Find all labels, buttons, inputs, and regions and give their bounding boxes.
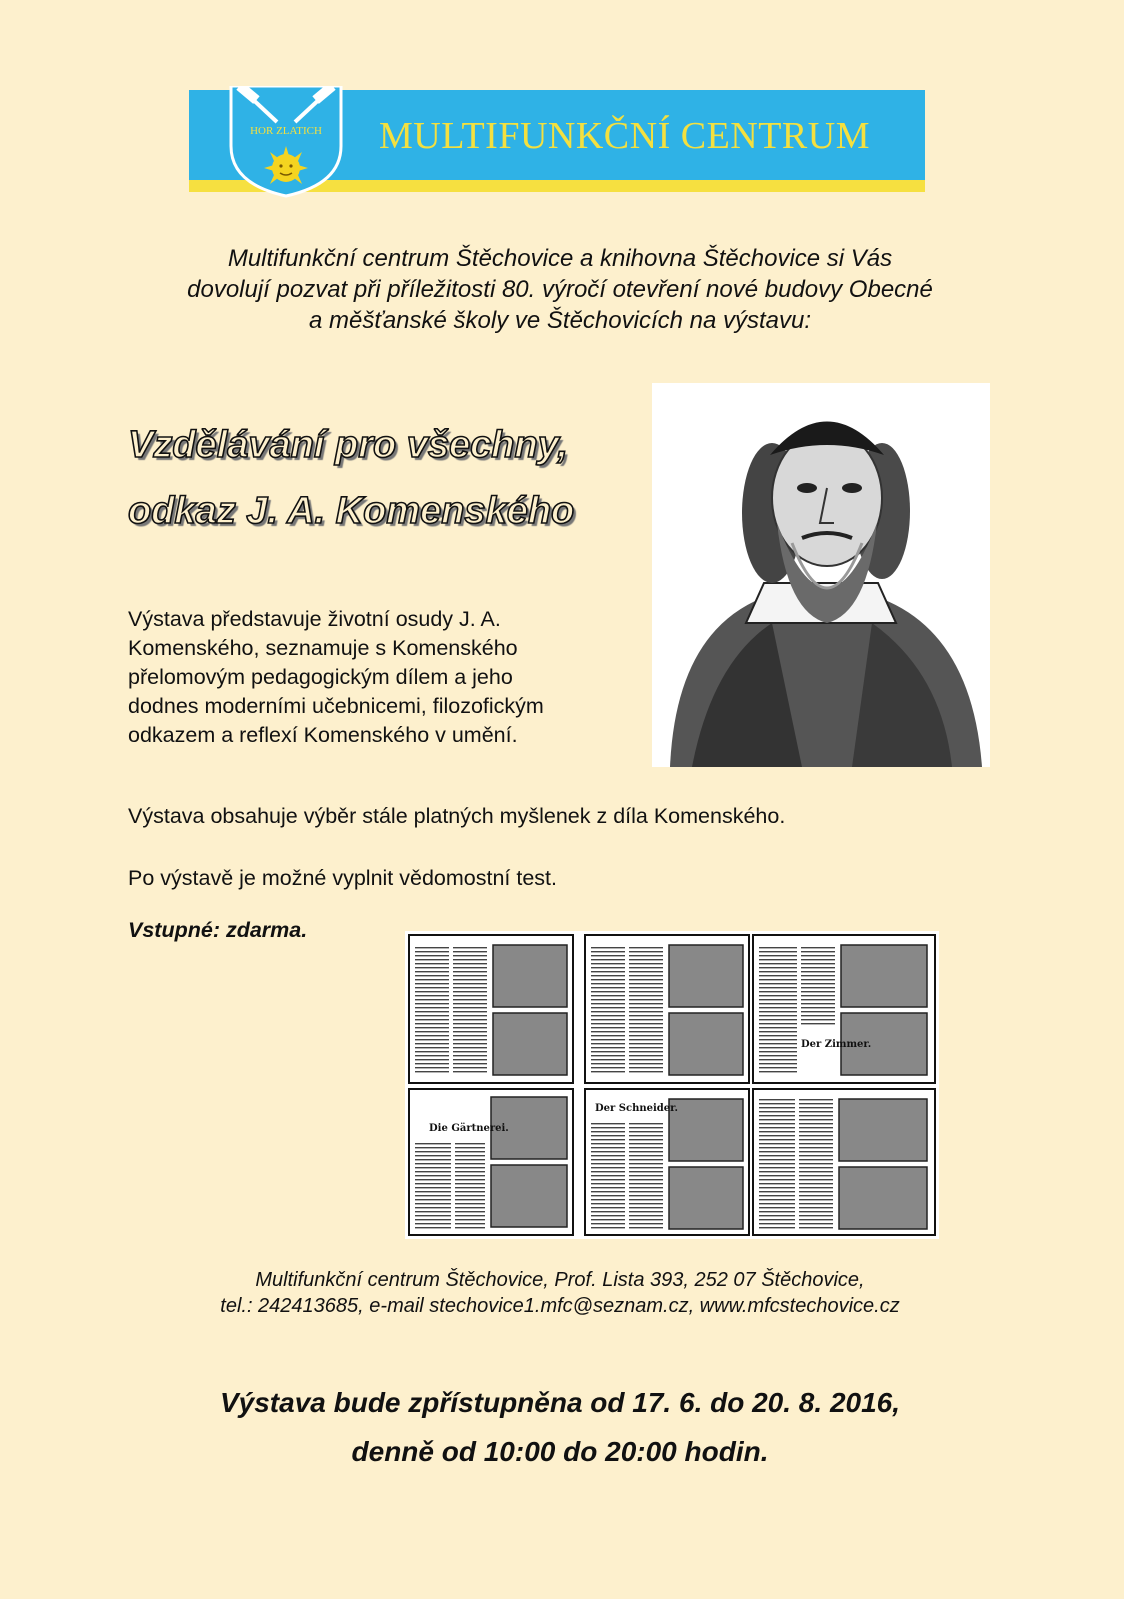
paragraph-line: dodnes moderními učebnicemi, filozofickým bbox=[128, 694, 544, 718]
page-heading: Der Zimmer. bbox=[801, 1039, 872, 1050]
exhibition-title bbox=[128, 412, 648, 544]
page-heading: Der Schneider. bbox=[595, 1103, 678, 1114]
paragraph-line: Komenského, seznamuje s Komenského bbox=[128, 636, 518, 660]
paragraph-line: přelomovým pedagogickým dílem a jeho bbox=[128, 665, 513, 689]
book-pages-image bbox=[405, 931, 939, 1239]
test-paragraph: Po výstavě je možné vyplnit vědomostní test. bbox=[128, 866, 558, 890]
town-logo bbox=[227, 86, 345, 198]
komensky-portrait bbox=[652, 383, 990, 767]
contact-info bbox=[150, 1267, 970, 1319]
contact-line: Multifunkční centrum Štěchovice, Prof. Lista 393, 252 07 Štěchovice, bbox=[255, 1269, 865, 1291]
portrait-engraving-icon bbox=[652, 383, 990, 767]
description-paragraph bbox=[128, 605, 628, 750]
exhibition-dates bbox=[120, 1378, 1000, 1476]
contents-paragraph: Výstava obsahuje výběr stále platných myšlenek z díla Komenského. bbox=[128, 804, 786, 828]
hours-line: denně od 10:00 do 20:00 hodin. bbox=[351, 1436, 769, 1467]
intro-line: dovolují pozvat při příležitosti 80. výročí otevření nové budovy Obecné bbox=[187, 276, 933, 303]
title-line: Vzdělávání pro všechny, bbox=[128, 424, 568, 466]
admission-text: Vstupné: zdarma. bbox=[128, 918, 308, 942]
book-pages-illustration bbox=[405, 931, 939, 1239]
banner-title: MULTIFUNKČNÍ CENTRUM bbox=[379, 115, 871, 157]
intro-text bbox=[120, 243, 1000, 336]
dates-line: Výstava bude zpřístupněna od 17. 6. do 20. 8. 2016, bbox=[219, 1387, 901, 1418]
intro-line: Multifunkční centrum Štěchovice a knihovna Štěchovice si Vás bbox=[227, 245, 893, 272]
paragraph-line: Výstava představuje životní osudy J. A. bbox=[128, 607, 501, 631]
title-line: odkaz J. A. Komenského bbox=[128, 490, 575, 532]
page-heading: Die Gärtnerei. bbox=[429, 1123, 509, 1134]
banner bbox=[189, 90, 925, 195]
coat-of-arms-icon bbox=[227, 86, 345, 198]
contact-line: tel.: 242413685, e-mail stechovice1.mfc@seznam.cz, www.mfcstechovice.cz bbox=[220, 1295, 900, 1317]
intro-line: a měšťanské školy ve Štěchovicích na výstavu: bbox=[308, 307, 812, 334]
logo-text: HOR ZLATICH bbox=[250, 125, 322, 137]
paragraph-line: odkazem a reflexí Komenského v umění. bbox=[128, 723, 518, 747]
